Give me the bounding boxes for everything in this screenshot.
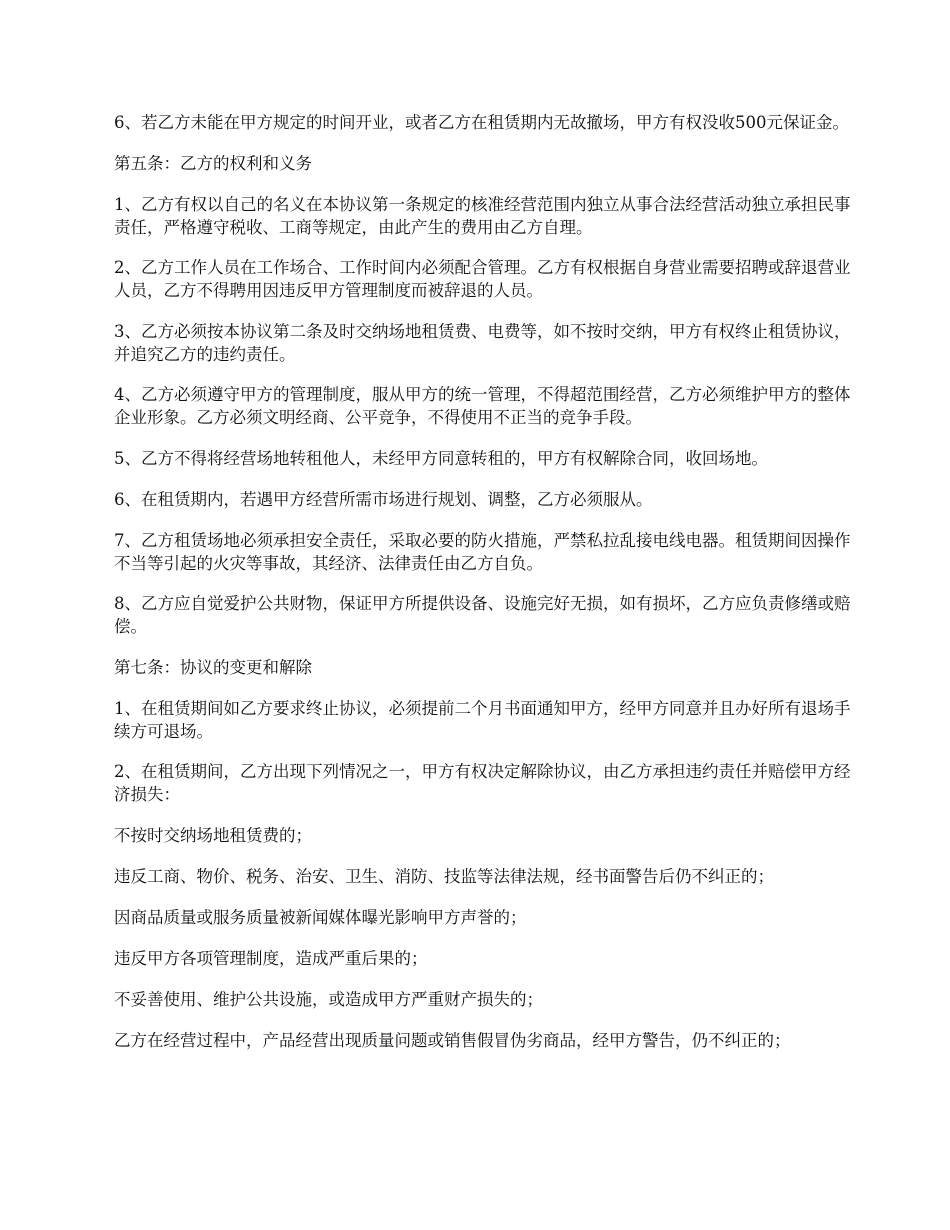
paragraph-5-3: 3、乙方必须按本协议第二条及时交纳场地租赁费、电费等，如不按时交纳，甲方有权终止租赁协议，并追究乙方的违约责任。 — [114, 321, 851, 364]
paragraph-7-2: 2、在租赁期间，乙方出现下列情况之一，甲方有权决定解除协议，由乙方承担违约责任并赔偿甲方经济损失： — [114, 762, 851, 804]
paragraph-5-1: 1、乙方有权以自己的名义在本协议第一条规定的核准经营范围内独立从事合法经营活动独立承担民事责任，严格遵守税收、工商等规定，由此产生的费用由乙方自理。 — [114, 194, 851, 237]
list-item-rule-violation: 违反甲方各项管理制度，造成严重后果的； — [114, 948, 428, 968]
paragraph-5-8: 8、乙方应自觉爱护公共财物，保证甲方所提供设备、设施完好无损，如有损坏，乙方应负责修缮或赔偿。 — [114, 594, 851, 636]
section-heading-article-5: 第五条：乙方的权利和义务 — [114, 153, 312, 173]
paragraph-5-5: 5、乙方不得将经营场地转租他人，未经甲方同意转租的，甲方有权解除合同，收回场地。 — [114, 448, 768, 468]
paragraph-7-1: 1、在租赁期间如乙方要求终止协议，必须提前二个月书面通知甲方，经甲方同意并且办好所有退场手续方可退场。 — [114, 698, 851, 741]
list-item-counterfeit-goods: 乙方在经营过程中，产品经营出现质量问题或销售假冒伪劣商品，经甲方警告，仍不纠正的； — [114, 1030, 791, 1050]
section-heading-article-7: 第七条：协议的变更和解除 — [114, 657, 312, 677]
list-item-law-violation: 违反工商、物价、税务、治安、卫生、消防、技监等法律法规，经书面警告后仍不纠正的； — [114, 866, 774, 886]
list-item-rent-unpaid: 不按时交纳场地租赁费的； — [114, 825, 312, 845]
paragraph-5-4: 4、乙方必须遵守甲方的管理制度，服从甲方的统一管理，不得超范围经营，乙方必须维护甲方的整体企业形象。乙方必须文明经商、公平竞争，不得使用不正当的竞争手段。 — [114, 385, 851, 427]
paragraph-clause-6-deposit: 6、若乙方未能在甲方规定的时间开业，或者乙方在租赁期内无故撤场，甲方有权没收500元保证金。 — [114, 113, 849, 132]
paragraph-5-7: 7、乙方租赁场地必须承担安全责任，采取必要的防火措施，严禁私拉乱接电线电器。租赁期间因操作不当等引起的火灾等事故，其经济、法律责任由乙方自负。 — [114, 530, 851, 573]
paragraph-5-2: 2、乙方工作人员在工作场合、工作时间内必须配合管理。乙方有权根据自身营业需要招聘或辞退营业人员，乙方不得聘用因违反甲方管理制度而被辞退的人员。 — [114, 258, 851, 300]
paragraph-5-6: 6、在租赁期内，若遇甲方经营所需市场进行规划、调整，乙方必须服从。 — [114, 489, 653, 509]
list-item-media-exposure: 因商品质量或服务质量被新闻媒体曝光影响甲方声誉的； — [114, 907, 527, 927]
document-body — [114, 111, 854, 1069]
list-item-facility-damage: 不妥善使用、维护公共设施，或造成甲方严重财产损失的； — [114, 989, 543, 1009]
